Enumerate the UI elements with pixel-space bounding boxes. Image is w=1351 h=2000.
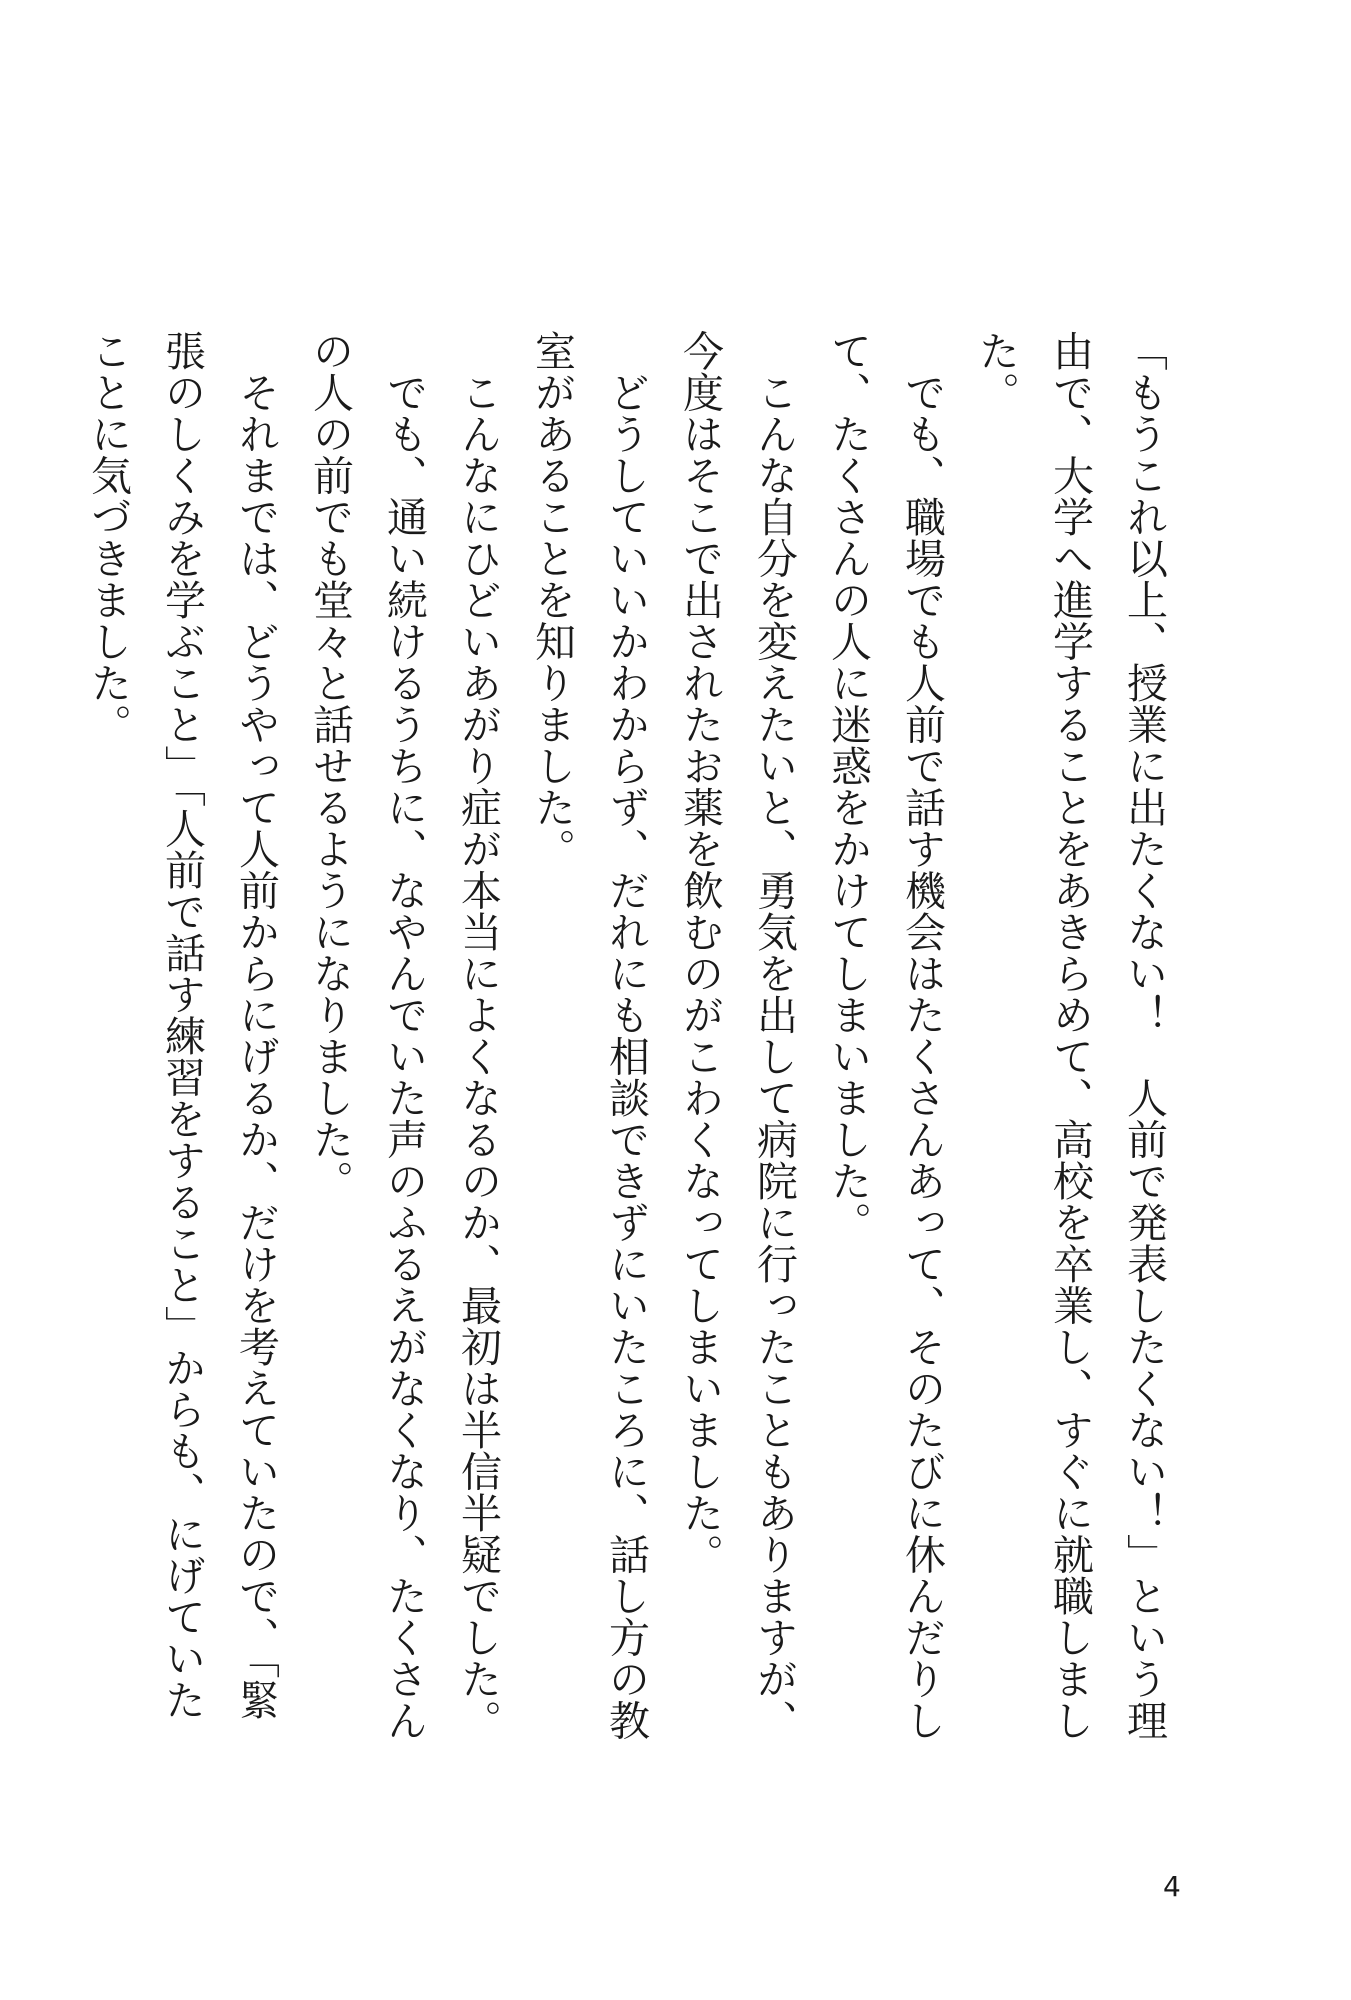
vertical-body-text: [71, 330, 1181, 1750]
paragraph-3: こんな自分を変えたいと、勇気を出して病院に行ったこともありますが、今度はそこで出されたお薬を飲むのがこわくなってしまいました。: [676, 330, 798, 1741]
paragraph-2: でも、職場でも人前で話す機会はたくさんあって、そのたびに休んだりして、たくさんの人に迷惑をかけてしまいました。: [824, 330, 946, 1741]
paragraph-4: どうしていいかわからず、だれにも相談できずにいたころに、話し方の教室があることを知りました。: [528, 330, 650, 1741]
paragraph-5: こんなにひどいあがり症が本当によくなるのか、最初は半信半疑でした。: [454, 330, 502, 1741]
page-number: 4: [1163, 1870, 1181, 1903]
paragraph-7: それまでは、どうやって人前からにげるか、だけを考えていたので、「緊張のしくみを学ぶこと」「人前で話す練習をすること」からも、にげていたことに気づきました。: [84, 330, 280, 1721]
paragraph-1: 「もうこれ以上、授業に出たくない！ 人前で発表したくない！」という理由で、大学へ進学することをあきらめて、高校を卒業し、すぐに就職しました。: [972, 330, 1168, 1741]
paragraph-6: でも、通い続けるうちに、なやんでいた声のふるえがなくなり、たくさんの人の前でも堂々と話せるようになりました。: [306, 330, 428, 1741]
